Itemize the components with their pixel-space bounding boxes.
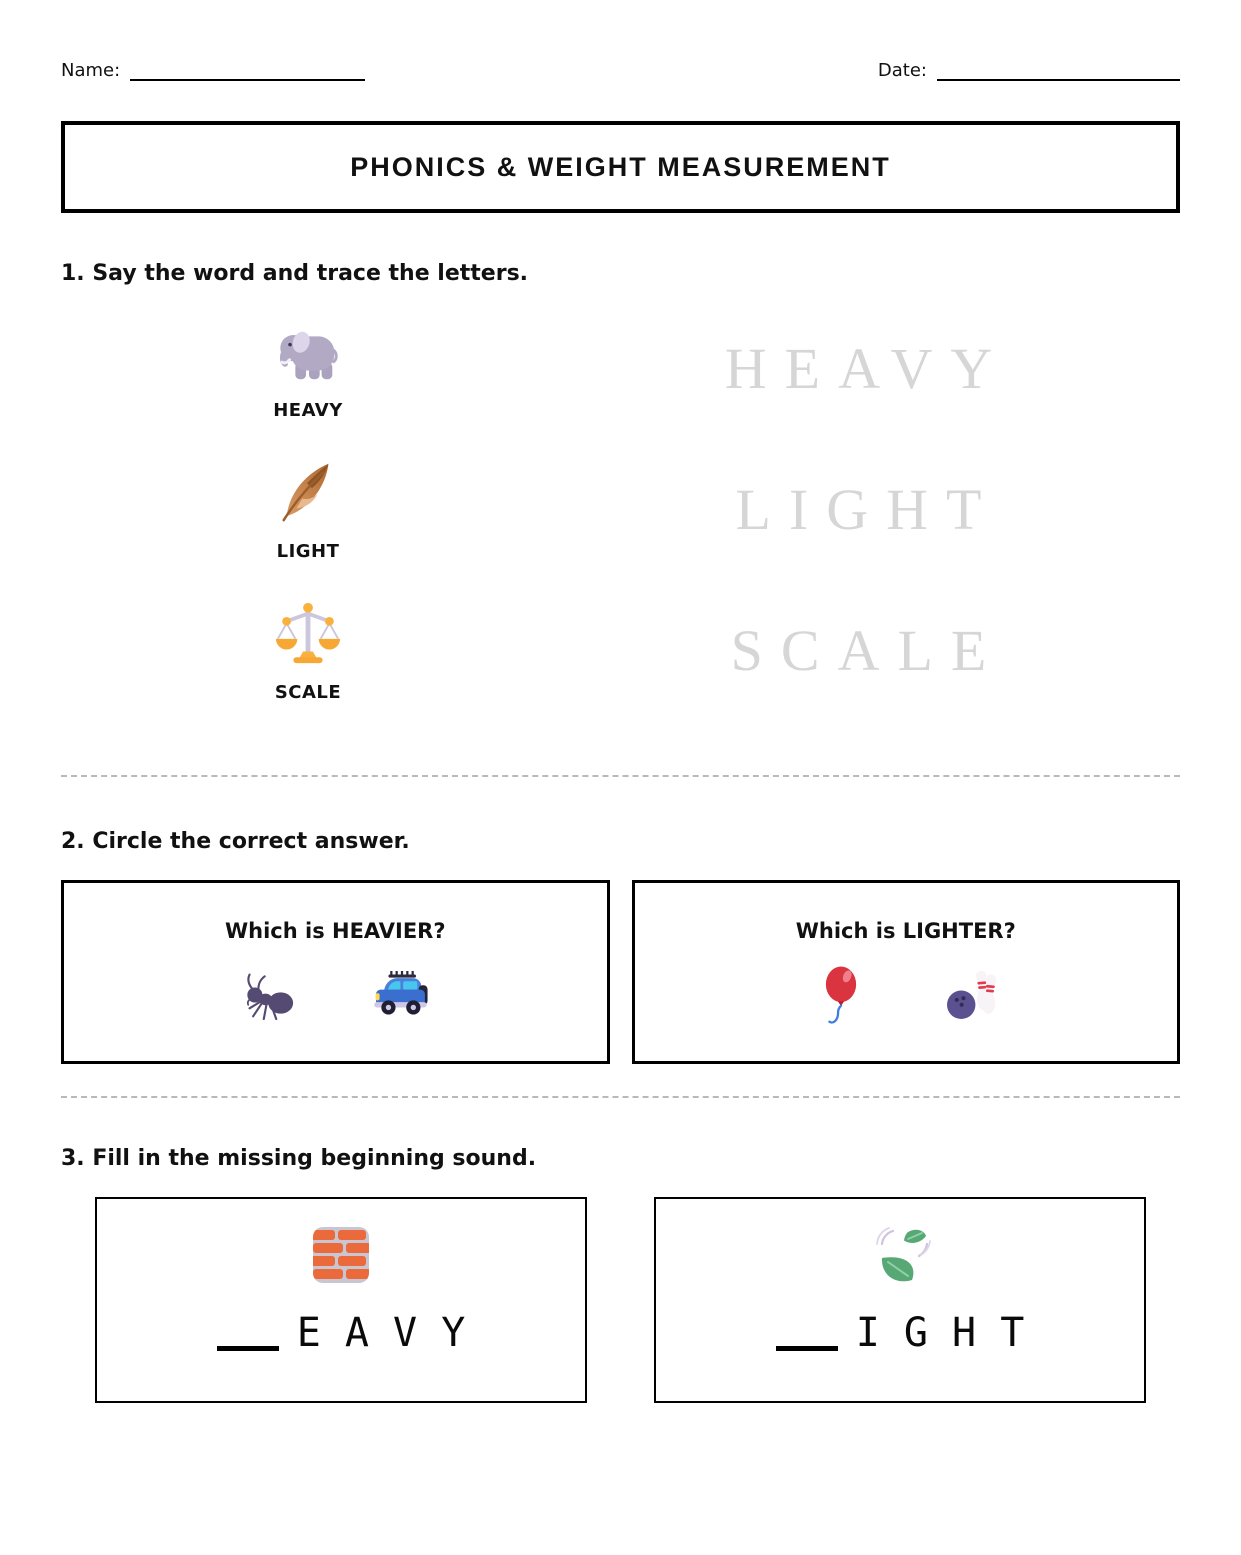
page-title: PHONICS & WEIGHT MEASUREMENT [350, 151, 891, 182]
trace-word-heavy: HEAVY [724, 335, 1011, 401]
answer-blank [776, 1346, 838, 1351]
choice-question-heavier: Which is HEAVIER? [224, 919, 446, 943]
trace-row-light [61, 457, 1180, 562]
word-label-light: LIGHT [276, 541, 340, 562]
brick-icon [305, 1219, 377, 1291]
date-blank-line [937, 61, 1180, 81]
word-label-scale: SCALE [274, 682, 342, 703]
trace-word-scale: SCALE [730, 617, 1005, 683]
fill-box-heavy [95, 1197, 587, 1403]
trace-left [61, 316, 555, 421]
date-field [878, 60, 1180, 81]
name-field [61, 60, 365, 81]
header-row [61, 60, 1180, 81]
elephant-icon [273, 316, 343, 386]
trace-word-light: LIGHT [735, 476, 1000, 542]
leaf-icon [864, 1219, 936, 1291]
title-box [61, 121, 1180, 213]
fill-box-light [654, 1197, 1146, 1403]
word-label-heavy: HEAVY [273, 400, 343, 421]
balloon-icon [809, 963, 873, 1027]
trace-rows [61, 316, 1180, 703]
section3-heading: 3. Fill in the missing beginning sound. [61, 1146, 537, 1171]
fill-row [61, 1197, 1180, 1403]
trace-right [555, 617, 1180, 683]
section-divider [61, 1096, 1180, 1098]
trace-left [61, 598, 555, 703]
trace-row-heavy [61, 316, 1180, 421]
choice-box-heavier [61, 880, 610, 1064]
feather-icon [273, 457, 343, 527]
choice-options [809, 963, 1003, 1027]
choice-question-lighter: Which is LIGHTER? [795, 919, 1016, 943]
fill-word-light [776, 1310, 1025, 1356]
section-divider [61, 775, 1180, 777]
answer-blank [217, 1346, 279, 1351]
scale-icon [273, 598, 343, 668]
bowling-icon [939, 963, 1003, 1027]
trace-row-scale [61, 598, 1180, 703]
name-label: Name: [61, 60, 121, 81]
fill-letters-light: I G H T [855, 1310, 1025, 1356]
choice-options [238, 963, 432, 1027]
fill-word-heavy [217, 1310, 466, 1356]
trace-right [555, 335, 1180, 401]
choice-row [61, 880, 1180, 1064]
fill-letters-heavy: E A V Y [296, 1310, 466, 1356]
choice-box-lighter [632, 880, 1181, 1064]
trace-right [555, 476, 1180, 542]
date-label: Date: [877, 60, 927, 81]
trace-left [61, 457, 555, 562]
section2-heading: 2. Circle the correct answer. [61, 829, 410, 854]
section1-heading: 1. Say the word and trace the letters. [61, 261, 529, 286]
car-icon [368, 963, 432, 1027]
name-blank-line [130, 61, 365, 81]
ant-icon [238, 963, 302, 1027]
